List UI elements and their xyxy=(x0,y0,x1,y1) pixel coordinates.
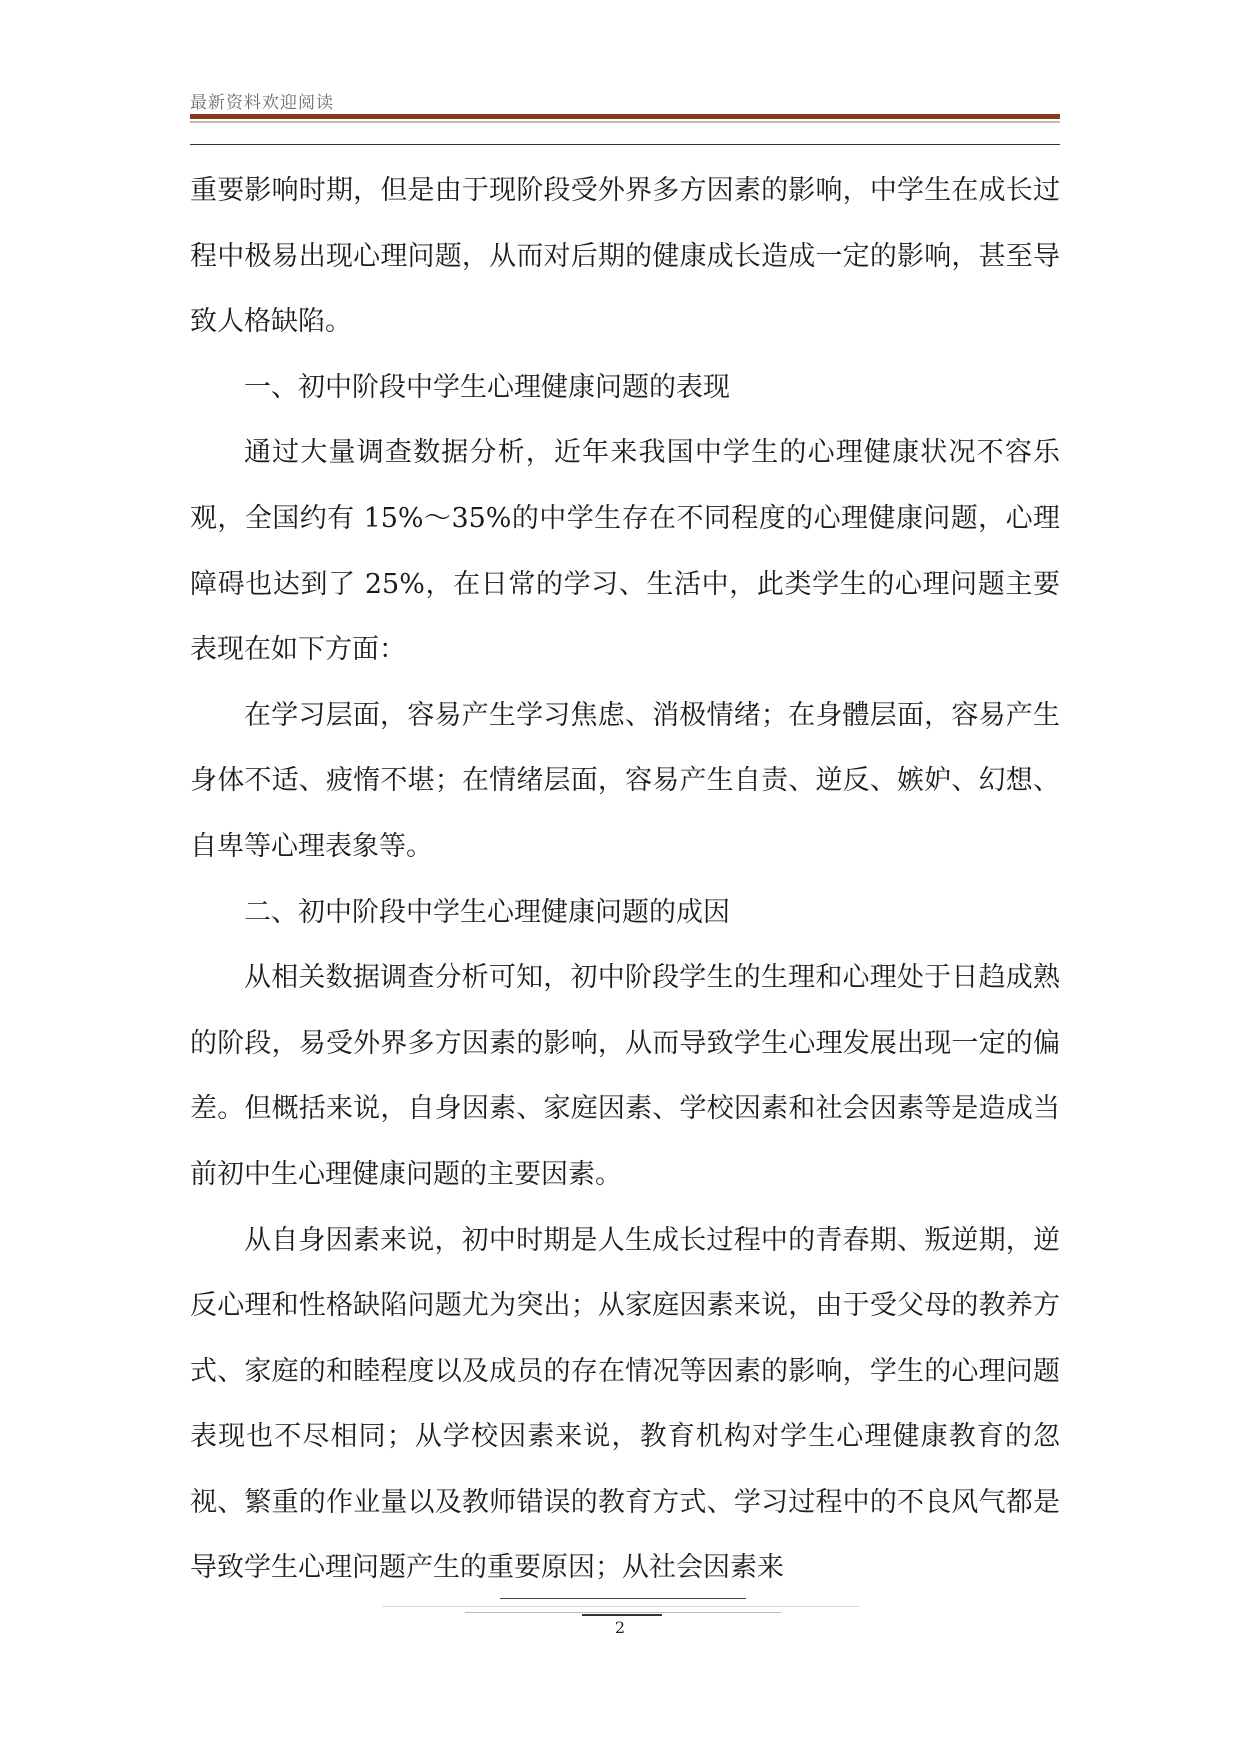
document-body xyxy=(190,158,1060,1601)
paragraph-continued: 重要影响时期，但是由于现阶段受外界多方因素的影响，中学生在成长过程中极易出现心理问题，从而对后期的健康成长造成一定的影响，甚至导致人格缺陷。 xyxy=(190,175,1060,338)
footer-rule xyxy=(382,1606,860,1607)
header-text: 最新资料欢迎阅读 xyxy=(190,93,334,113)
header-rule-mid xyxy=(190,121,1060,123)
paragraph: 通过大量调查数据分析，近年来我国中学生的心理健康状况不容乐观，全国约有 15%～35%的中学生存在不同程度的心理健康问题，心理障碍也达到了 25%，在日常的学习、生活中，此类学生的心理问题主要表现在如下方面： xyxy=(190,437,1060,666)
footer-rule xyxy=(500,1598,746,1599)
paragraph: 从自身因素来说，初中时期是人生成长过程中的青春期、叛逆期，逆反心理和性格缺陷问题尤为突出；从家庭因素来说，由于受父母的教养方式、家庭的和睦程度以及成员的存在情况等因素的影响，学生的心理问题表现也不尽相同；从学校因素来说，教育机构对学生心理健康教育的忽视、繁重的作业量以及教师错误的教育方式、学习过程中的不良风气都是导致学生心理问题产生的重要原因；从社会因素来 xyxy=(190,1224,1060,1584)
header-rule-thick xyxy=(190,114,1060,119)
paragraph: 在学习层面，容易产生学习焦虑、消极情绪；在身體层面，容易产生身体不适、疲惰不堪；在情绪层面，容易产生自责、逆反、嫉妒、幻想、自卑等心理表象等。 xyxy=(190,699,1060,862)
section-heading-2: 二、初中阶段中学生心理健康问题的成因 xyxy=(244,896,730,928)
header-rule-thin xyxy=(190,144,1060,145)
section-heading-1: 一、初中阶段中学生心理健康问题的表现 xyxy=(244,371,730,403)
paragraph: 从相关数据调查分析可知，初中阶段学生的生理和心理处于日趋成熟的阶段，易受外界多方因素的影响，从而导致学生心理发展出现一定的偏差。但概括来说，自身因素、家庭因素、学校因素和社会因素等是造成当前初中生心理健康问题的主要因素。 xyxy=(190,962,1060,1190)
footer-rule xyxy=(465,1612,781,1613)
footer-rule xyxy=(582,1614,662,1616)
page-number: 2 xyxy=(614,1618,626,1637)
